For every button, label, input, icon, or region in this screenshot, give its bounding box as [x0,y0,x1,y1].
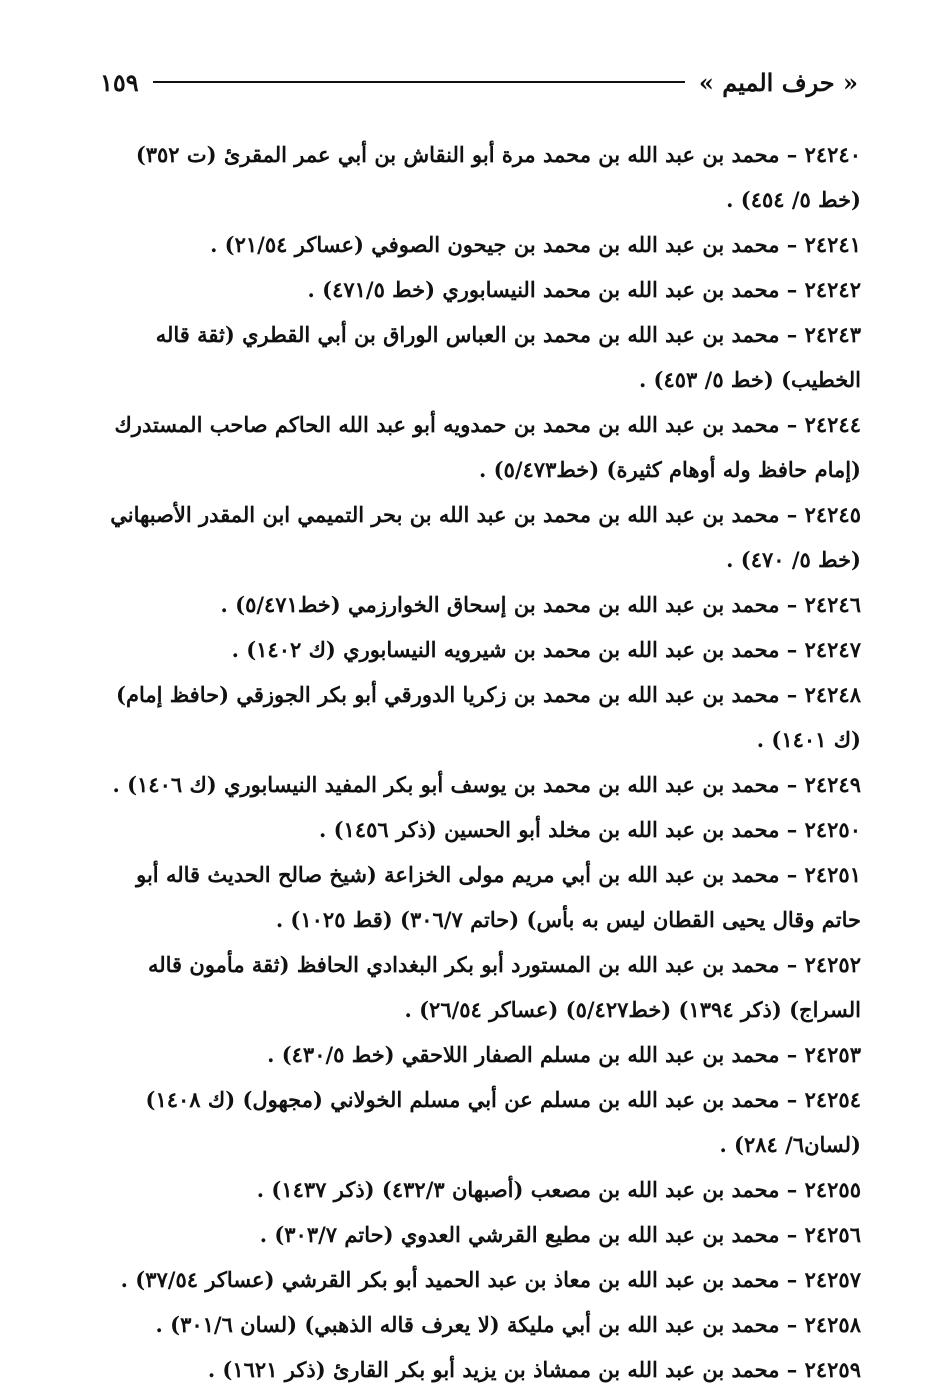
entry-text: محمد بن عبد الله بن معاذ بن عبد الحميد أبو بكر القرشي (عساكر ٣٧/٥٤) . [120,1267,780,1292]
entry-separator: – [779,682,805,707]
entry-text: محمد بن عبد الله بن محمد بن جيحون الصوفي (عساكر ٢١/٥٤) . [210,232,780,257]
entry-number: ٢٤٢٥٨ [804,1312,861,1337]
entry [96,1257,861,1302]
entry-text: محمد بن عبد الله بن محمد بن إسحاق الخوارزمي (خط٥/٤٧١) . [220,592,780,617]
entry-number: ٢٤٢٤٨ [804,682,861,707]
entry-number: ٢٤٢٥٣ [804,1042,861,1067]
entry-text: محمد بن عبد الله بن مسلم عن أبي مسلم الخولاني (مجهول) (ك ١٤٠٨) (لسان٦/ ٢٨٤) . [145,1087,861,1157]
entry-separator: – [779,1222,805,1247]
entry [96,222,861,267]
entry-number: ٢٤٢٤٦ [804,592,861,617]
entry-separator: – [779,1357,805,1382]
entry-text: محمد بن عبد الله بن محمد بن زكريا الدورقي أبو بكر الجوزقي (حافظ إمام) (ك ١٤٠١) . [116,682,861,752]
entry-text: محمد بن عبد الله بن مطيع القرشي العدوي (حاتم ٣٠٣/٧) . [259,1222,780,1247]
entry-number: ٢٤٢٤٢ [804,277,861,302]
entry-separator: – [779,142,805,167]
entry-separator: – [779,232,805,257]
entry-separator: – [779,592,805,617]
entry [96,582,861,627]
entry-number: ٢٤٢٤٧ [804,637,861,662]
entry-number: ٢٤٢٤١ [804,232,861,257]
entry-text: محمد بن عبد الله بن محمد بن حمدويه أبو عبد الله الحاكم صاحب المستدرك (إمام حافظ وله أوهام كثيرة) (خط٥/٤٧٣) . [114,412,861,482]
entry-separator: – [779,1312,805,1337]
entry [96,807,861,852]
chapter-title: « حرف الميم » [698,67,858,97]
entry-text: محمد بن عبد الله بن مسلم الصفار اللاحقي (خط ٤٣٠/٥) . [267,1042,780,1067]
entry-text: محمد بن عبد الله بن محمد مرة أبو النقاش بن أبي عمر المقرئ (ت ٣٥٢) (خط ٥/ ٤٥٤) . [135,142,861,212]
entry-number: ٢٤٢٤٠ [804,142,861,167]
entry-separator: – [779,637,805,662]
entry-separator: – [779,862,805,887]
entry-text: محمد بن عبد الله بن محمد بن شيرويه النيسابوري (ك ١٤٠٢) . [231,637,780,662]
entry [96,492,861,582]
entry-text: محمد بن عبد الله بن محمد بن عبد الله بن بحر التميمي ابن المقدر الأصبهاني (خط ٥/ ٤٧٠) . [110,502,861,572]
header-rule [153,81,685,83]
entry-number: ٢٤٢٥١ [804,862,861,887]
entry [96,1347,861,1392]
entry [96,402,861,492]
entry-text: محمد بن عبد الله بن أبي مليكة (لا يعرف قاله الذهبي) (لسان ٣٠١/٦) . [155,1312,780,1337]
entry [96,312,861,402]
entry [96,852,861,942]
entry-separator: – [779,277,805,302]
entry-separator: – [779,1177,805,1202]
entry-number: ٢٤٢٤٣ [804,322,861,347]
entry [96,942,861,1032]
entry-text: محمد بن عبد الله بن مصعب (أصبهان ٤٣٢/٣) (ذكر ١٤٣٧) . [256,1177,780,1202]
entry-separator: – [779,1087,805,1112]
entry-number: ٢٤٢٥٠ [804,817,861,842]
entry-number: ٢٤٢٤٤ [804,412,861,437]
entry-number: ٢٤٢٤٥ [804,502,861,527]
page-number: ١٥٩ [100,67,139,97]
entry [96,1302,861,1347]
entry [96,1167,861,1212]
entries-list [96,132,861,1392]
entry-separator: – [779,817,805,842]
entry-number: ٢٤٢٥٤ [804,1087,861,1112]
entry [96,672,861,762]
entry-number: ٢٤٢٥٥ [804,1177,861,1202]
entry-text: محمد بن عبد الله بن محمد بن يوسف أبو بكر المفيد النيسابوري (ك ١٤٠٦) . [112,772,780,797]
page-header [100,62,858,102]
entry-separator: – [779,1042,805,1067]
entry-separator: – [779,412,805,437]
entry-number: ٢٤٢٥٧ [804,1267,861,1292]
entry-separator: – [779,772,805,797]
entry-text: محمد بن عبد الله بن ممشاذ بن يزيد أبو بكر القارئ (ذكر ١٦٢١) . [207,1357,780,1382]
entry-number: ٢٤٢٤٩ [804,772,861,797]
entry [96,1077,861,1167]
entry-text: محمد بن عبد الله بن محمد النيسابوري (خط ٤٧١/٥) . [307,277,780,302]
entry-separator: – [779,952,805,977]
entry-text: محمد بن عبد الله بن المستورد أبو بكر البغدادي الحافظ (ثقة مأمون قاله السراج) (ذكر ١٣٩٤) (خط٥/٤٢٧) (عساكر ٢٦/٥٤) . [148,952,861,1022]
entry-text: محمد بن عبد الله بن أبي مريم مولى الخزاعة (شيخ صالح الحديث قاله أبو حاتم وقال يحيى القطان ليس به بأس) (حاتم ٣٠٦/٧) (قط ١٠٢٥) . [136,862,861,932]
entry-text: محمد بن عبد الله بن مخلد أبو الحسين (ذكر ١٤٥٦) . [318,817,780,842]
entry-number: ٢٤٢٥٩ [804,1357,861,1382]
entry [96,132,861,222]
entry-separator: – [779,1267,805,1292]
entry [96,1032,861,1077]
entry [96,267,861,312]
entry-number: ٢٤٢٥٢ [804,952,861,977]
entry [96,762,861,807]
entry-separator: – [779,502,805,527]
entry-text: محمد بن عبد الله بن محمد بن العباس الوراق بن أبي القطري (ثقة قاله الخطيب) (خط ٥/ ٤٥٣) . [155,322,861,392]
entry-separator: – [779,322,805,347]
entry [96,627,861,672]
entry-number: ٢٤٢٥٦ [804,1222,861,1247]
entry [96,1212,861,1257]
